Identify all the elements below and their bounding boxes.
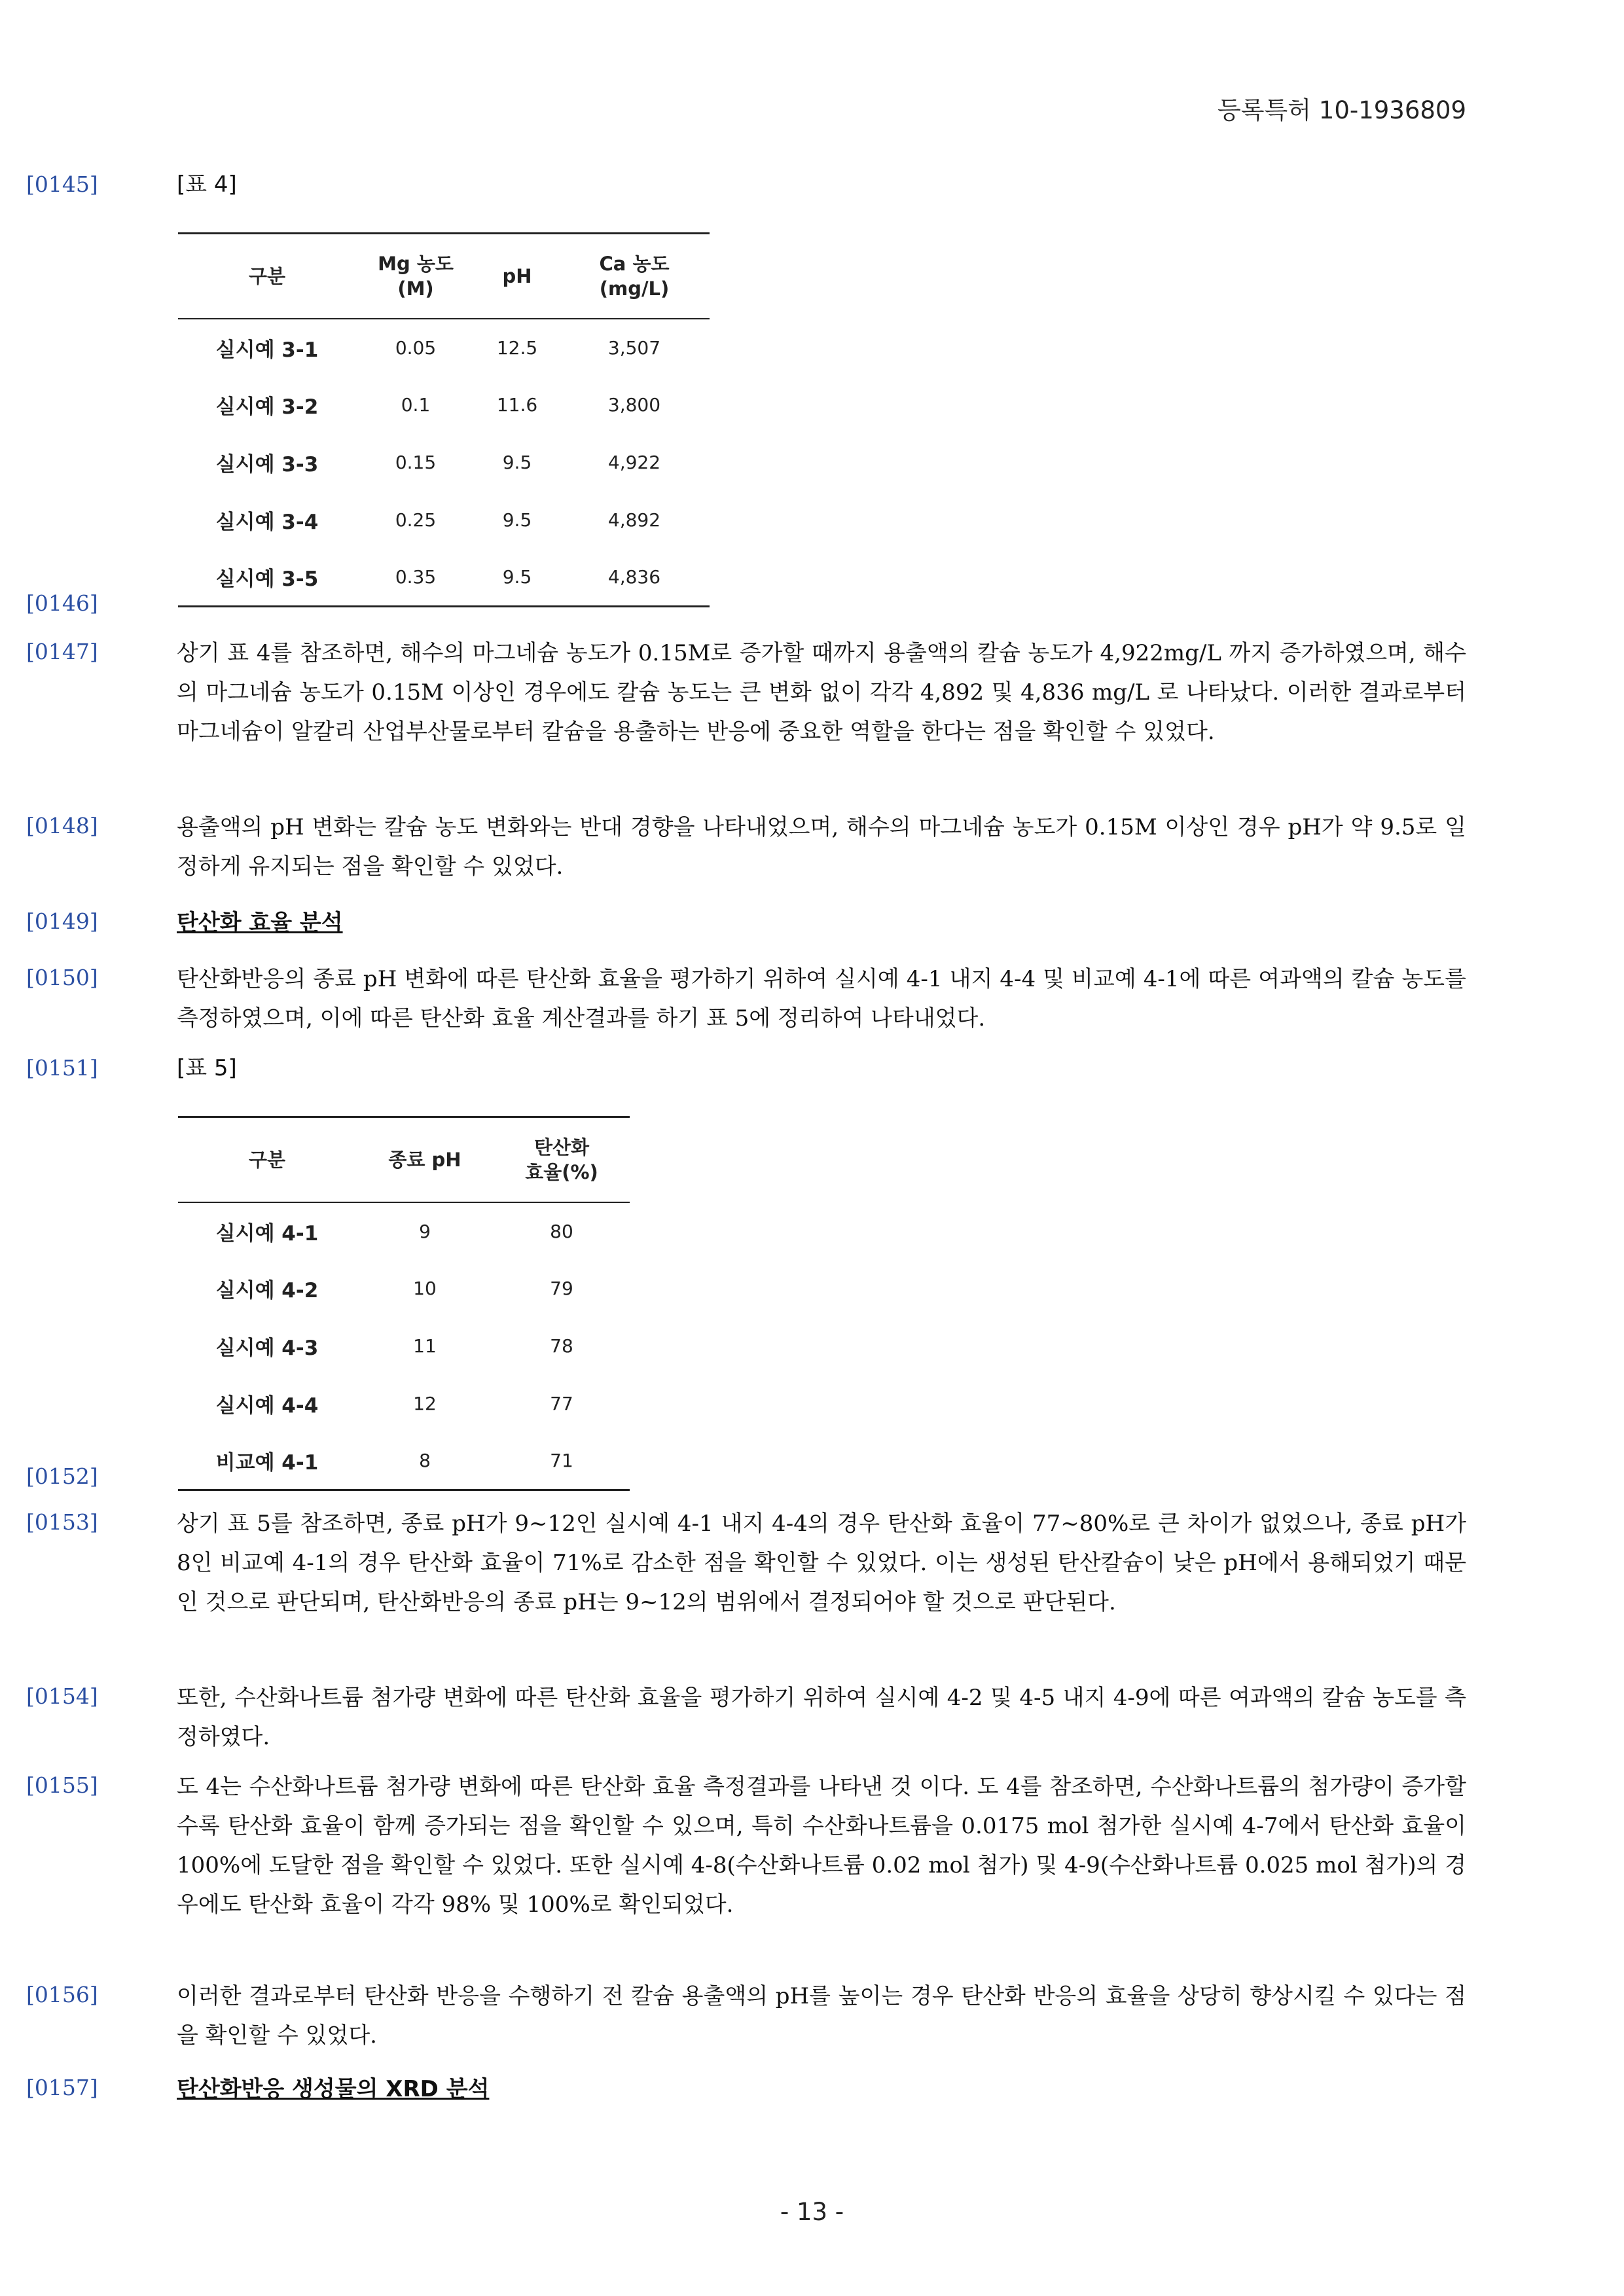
table-cell: 실시예 3-3 [215,453,319,476]
table-4 [178,232,710,607]
table-cell: 12.5 [496,336,538,359]
table-header-cell: 탄산화 효율(%) [525,1136,598,1183]
paragraph-number: [0151] [26,1055,98,1081]
table-row [178,1202,630,1260]
table-caption: [표 4] [177,171,237,198]
paragraph-number: [0157] [26,2075,98,2100]
paragraph-number: [0146] [26,590,98,616]
table-cell: 3,507 [607,336,661,359]
table-header-cell: 구분 [248,1148,286,1171]
table-cell: 10 [413,1278,437,1299]
patent-number: 등록특허 10-1936809 [1218,96,1466,124]
table-cell: 실시예 4-2 [215,1279,319,1302]
table-cell: 실시예 3-2 [215,395,319,419]
table-cell: 11.6 [496,394,538,416]
table-row [178,376,710,434]
table-row [178,492,710,549]
table-cell: 0.35 [395,566,437,588]
table-header-cell: 종료 pH [388,1148,461,1171]
table-header-cell: pH [502,264,532,287]
paragraph-text: 상기 표 5를 참조하면, 종료 pH가 9~12인 실시예 4-1 내지 4-4의 경우 탄산화 효율이 77~80%로 큰 차이가 없었으나, 종료 pH가 8인 비교예 4-1의 경우 탄산화 효율이 71%로 감소한 점을 확인할 수 있었다. 이는 생성된 탄산칼슘이 낮은 pH에서 용해되었기 때문인 것으로 판단되며, 탄산화반응의 종료 pH는 9~12의 범위에서 결정되어야 할 것으로 판단된다. [177,1511,1466,1615]
table-cell: 4,892 [607,509,661,531]
table-cell: 실시예 3-4 [215,511,319,534]
table-row [178,1318,630,1375]
table-cell: 0.15 [395,452,437,473]
paragraph-number: [0150] [26,965,98,990]
table-row [178,1375,630,1433]
paragraph-text: 용출액의 pH 변화는 칼슘 농도 변화와는 반대 경향을 나타내었으며, 해수의 마그네슘 농도가 0.15M 이상인 경우 pH가 약 9.5로 일정하게 유지되는 점을 확인할 수 있었다. [177,814,1466,880]
table-cell: 비교예 4-1 [215,1451,319,1475]
table-cell: 실시예 3-5 [215,567,319,592]
paragraph-text: 탄산화반응의 종료 pH 변화에 따른 탄산화 효율을 평가하기 위하여 실시예 4-1 내지 4-4 및 비교예 4-1에 따른 여과액의 칼슘 농도를 측정하였으며, 이에 따른 탄산화 효율 계산결과를 하기 표 5에 정리하여 나타내었다. [177,966,1466,1031]
table-row [178,1433,630,1490]
paragraph-text: 상기 표 4를 참조하면, 해수의 마그네슘 농도가 0.15M로 증가할 때까지 용출액의 칼슘 농도가 4,922mg/L 까지 증가하였으며, 해수의 마그네슘 농도가 0.15M 이상인 경우에도 칼슘 농도는 큰 변화 없이 각각 4,892 및 4,836 mg/L 로 나타났다. 이러한 결과로부터 마그네슘이 알칼리 산업부산물로부터 칼슘을 용출하는 반응에 중요한 역할을 한다는 점을 확인할 수 있었다. [177,640,1466,745]
page-number: - 13 - [780,2198,844,2226]
paragraph-number: [0145] [26,171,98,197]
table-cell: 실시예 4-1 [215,1221,319,1246]
table-row [178,434,710,492]
table-cell: 80 [550,1220,573,1242]
table-cell: 실시예 3-1 [215,338,319,362]
paragraph-text: 이러한 결과로부터 탄산화 반응을 수행하기 전 칼슘 용출액의 pH를 높이는 경우 탄산화 반응의 효율을 상당히 향상시킬 수 있다는 점을 확인할 수 있었다. [177,1983,1466,2049]
paragraph-number: [0152] [26,1463,98,1489]
table-cell: 79 [550,1278,573,1299]
table-cell: 78 [550,1335,573,1357]
table-cell: 0.1 [401,394,431,416]
table-cell: 0.25 [395,509,437,531]
paragraph-number: [0153] [26,1509,98,1535]
table-cell: 0.05 [395,336,437,359]
table-cell: 9.5 [502,566,532,588]
table-header-cell: Ca 농도 (mg/L) [599,252,670,300]
table-header-row [178,1117,630,1202]
table-cell: 12 [413,1393,437,1414]
paragraph-number: [0148] [26,813,98,838]
table-cell: 3,800 [607,394,661,416]
paragraph-number: [0147] [26,639,98,664]
table-cell: 9.5 [502,509,532,531]
table-cell: 9 [419,1220,431,1242]
table-row [178,549,710,607]
table-cell: 실시예 4-3 [215,1336,319,1360]
table-cell: 실시예 4-4 [215,1394,319,1418]
table-caption: [표 5] [177,1055,237,1081]
paragraph-number: [0154] [26,1683,98,1709]
table-cell: 8 [419,1450,431,1472]
section-heading: 탄산화반응 생성물의 XRD 분석 [177,2076,490,2102]
paragraph-text: 도 4는 수산화나트륨 첨가량 변화에 따른 탄산화 효율 측정결과를 나타낸 것 이다. 도 4를 참조하면, 수산화나트륨의 첨가량이 증가할수록 탄산화 효율이 함께 증가되는 점을 확인할 수 있으며, 특히 수산화나트륨을 0.0175 mol 첨가한 실시예 4-7에서 탄산화 효율이 100%에 도달한 점을 확인할 수 있었다. 또한 실시예 4-8(수산화나트륨 0.02 mol 첨가) 및 4-9(수산화나트륨 0.025 mol 첨가)의 경우에도 탄산화 효율이 각각 98% 및 100%로 확인되었다. [177,1774,1466,1918]
table-header-cell: Mg 농도 (M) [378,252,454,300]
paragraph-text: 또한, 수산화나트륨 첨가량 변화에 따른 탄산화 효율을 평가하기 위하여 실시예 4-2 및 4-5 내지 4-9에 따른 여과액의 칼슘 농도를 측정하였다. [177,1685,1466,1750]
paragraph-number: [0155] [26,1772,98,1798]
table-header-cell: 구분 [248,264,286,287]
table-cell: 11 [413,1335,437,1357]
section-heading: 탄산화 효율 분석 [177,910,343,936]
table-cell: 4,922 [607,452,661,473]
table-cell: 71 [550,1450,573,1472]
table-header-row [178,234,710,319]
table-5 [178,1116,630,1491]
table-row [178,319,710,376]
table-cell: 4,836 [607,566,661,588]
table-cell: 77 [550,1393,573,1414]
paragraph-number: [0149] [26,908,98,934]
table-row [178,1260,630,1318]
paragraph-number: [0156] [26,1982,98,2007]
table-cell: 9.5 [502,452,532,473]
